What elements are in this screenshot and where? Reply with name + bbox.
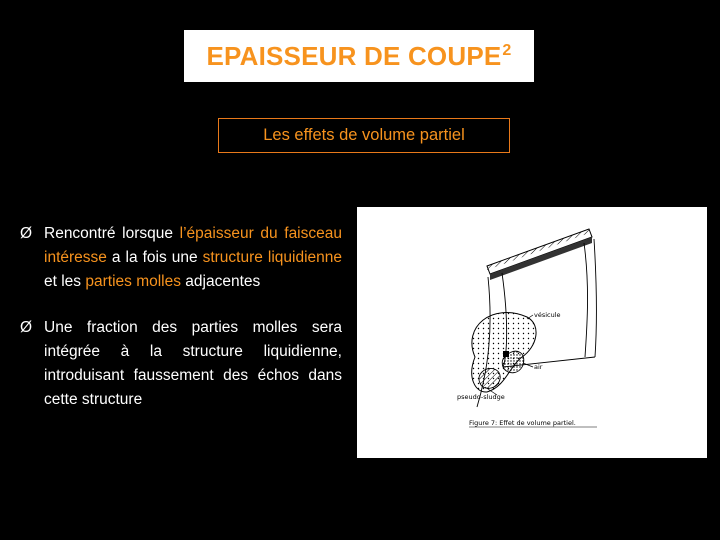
- title-box: [184, 30, 534, 82]
- title-superscript: 2: [502, 41, 512, 59]
- subtitle-box: [218, 118, 510, 153]
- air-label: air: [534, 363, 543, 371]
- transducer-icon: [487, 229, 592, 280]
- vesicle-shape: [472, 313, 536, 393]
- vesicle-label: vésicule: [534, 311, 561, 319]
- bullet-2-text: Une fraction des parties molles sera intégrée à la structure liquidienne, introduisant faussement des échos dans cette structure: [44, 319, 342, 408]
- arrow-bullet-icon: Ø: [20, 319, 33, 336]
- slide-title: EPAISSEUR DE COUPE$^2$: [206, 40, 512, 71]
- partial-volume-figure: [357, 207, 707, 458]
- pseudo-sludge-label: pseudo-sludge: [457, 393, 505, 401]
- arrow-bullet-icon: Ø: [20, 225, 33, 242]
- figure-diagram: [357, 207, 707, 458]
- figure-caption: Figure 7: Effet de volume partiel.: [469, 419, 576, 427]
- bullet-item-1: [20, 222, 342, 294]
- slide-subtitle: Les effets de volume partiel: [263, 126, 465, 144]
- bullet-item-2: [20, 316, 342, 412]
- bullet-1-text: Rencontré lorsque l’épaisseur du faisceau intéresse a la fois une structure liquidienne et les parties molles adjacentes: [44, 225, 342, 290]
- bullet-list: [20, 222, 342, 434]
